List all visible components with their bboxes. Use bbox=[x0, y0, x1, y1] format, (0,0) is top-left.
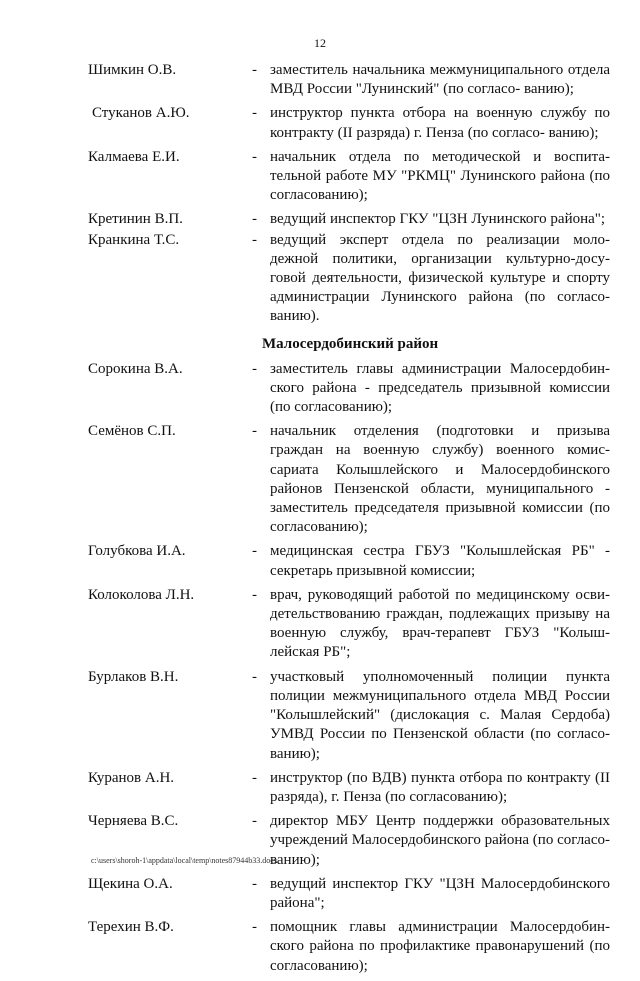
member-position: участковый уполномоченный полиции пункта полиции межмуниципального отдела МВД России "Колышлейский" (дислокация с. Малая Сердоба) УМВД России по Пензенской области (по согласо- ванию); bbox=[270, 668, 610, 762]
member-name: Семёнов С.П. bbox=[88, 423, 176, 440]
member-entry bbox=[88, 918, 610, 976]
entry-dash: - bbox=[252, 813, 257, 830]
section-heading: Малосердобинский район bbox=[262, 335, 439, 352]
entry-dash: - bbox=[252, 211, 257, 228]
member-entry bbox=[88, 542, 610, 580]
document-body bbox=[88, 61, 610, 981]
member-name: Голубкова И.А. bbox=[88, 543, 186, 560]
member-entry bbox=[88, 231, 610, 327]
member-name: Кретинин В.П. bbox=[88, 211, 183, 228]
member-entry bbox=[88, 61, 610, 99]
member-entry bbox=[88, 148, 610, 206]
member-position: заместитель начальника межмуниципального отдела МВД России "Лунинский" (по согласо- ванию); bbox=[270, 62, 610, 98]
member-position: ведущий инспектор ГКУ "ЦЗН Малосердобинского района"; bbox=[270, 875, 610, 911]
entry-dash: - bbox=[252, 423, 257, 440]
member-entry bbox=[88, 210, 610, 229]
member-name: Черняева В.С. bbox=[88, 813, 179, 830]
entry-dash: - bbox=[252, 919, 257, 936]
entry-dash: - bbox=[252, 668, 257, 685]
member-position: медицинская сестра ГБУЗ "Колышлейская РБ" - секретарь призывной комиссии; bbox=[270, 543, 610, 579]
member-name: Стуканов А.Ю. bbox=[92, 105, 190, 122]
member-position: директор МБУ Центр поддержки образовательных учреждений Малосердобинского района (по согласо- ванию); bbox=[270, 813, 610, 868]
entry-dash: - bbox=[252, 769, 257, 786]
member-name: Куранов А.Н. bbox=[88, 769, 175, 786]
member-name: Сорокина В.А. bbox=[88, 360, 183, 377]
member-entry bbox=[88, 104, 610, 142]
member-name: Бурлаков В.Н. bbox=[88, 668, 179, 685]
page-number: 12 bbox=[314, 36, 326, 50]
entry-dash: - bbox=[252, 875, 257, 892]
entry-dash: - bbox=[252, 543, 257, 560]
footer-file-path: c:\users\shoroh-1\appdata\local\temp\notes87944b33.docx bbox=[91, 856, 278, 865]
member-position: инструктор пункта отбора на военную службу по контракту (II разряда) г. Пенза (по согласо- ванию); bbox=[270, 105, 610, 141]
member-name: Калмаева Е.И. bbox=[88, 148, 180, 165]
member-position: инструктор (по ВДВ) пункта отбора по контракту (II разряда), г. Пенза (по согласованию); bbox=[270, 769, 610, 805]
member-position: заместитель главы администрации Малосердобин- ского района - председатель призывной комиссии (по согласованию); bbox=[270, 360, 610, 416]
member-position: врач, руководящий работой по медицинскому осви- детельствованию граждан, подлежащих призыву на военную службу, врач-терапевт ГБУЗ "Колыш- лейская РБ"; bbox=[270, 586, 610, 661]
member-position: ведущий инспектор ГКУ "ЦЗН Лунинского района"; bbox=[270, 211, 606, 228]
entry-dash: - bbox=[252, 231, 257, 248]
member-position: начальник отдела по методической и воспита- тельной работе МУ "РКМЦ" Лунинского района (по согласованию); bbox=[270, 148, 610, 204]
member-name: Кранкина Т.С. bbox=[88, 231, 180, 248]
member-entry bbox=[88, 422, 610, 537]
member-entry bbox=[88, 360, 610, 418]
member-entry bbox=[88, 668, 610, 764]
entry-dash: - bbox=[252, 586, 257, 603]
member-position: начальник отделения (подготовки и призыва граждан на военную службу) военного комис- сариата Колышлейского и Малосердобинского районов Пензенской области, муниципального - заместитель председателя призывной комиссии (по согласованию); bbox=[270, 423, 610, 536]
member-position: помощник главы администрации Малосердобин- ского района по профилактике правонарушений (по согласованию); bbox=[270, 919, 610, 974]
member-position: ведущий эксперт отдела по реализации моло- дежной политики, организации культурно-досу- говой деятельности, физической культуре и спорту администрации Лунинского района (по согласо- ванию). bbox=[270, 231, 610, 325]
entry-dash: - bbox=[252, 62, 257, 78]
member-name: Колоколова Л.Н. bbox=[88, 586, 195, 603]
entry-dash: - bbox=[252, 360, 257, 377]
member-entry bbox=[88, 875, 610, 913]
entry-dash: - bbox=[252, 148, 257, 165]
entry-dash: - bbox=[252, 105, 257, 122]
member-name: Щекина О.А. bbox=[88, 875, 173, 892]
member-entry bbox=[88, 769, 610, 807]
member-name: Шимкин О.В. bbox=[88, 62, 177, 78]
member-name: Терехин В.Ф. bbox=[88, 919, 174, 936]
member-entry bbox=[88, 586, 610, 663]
